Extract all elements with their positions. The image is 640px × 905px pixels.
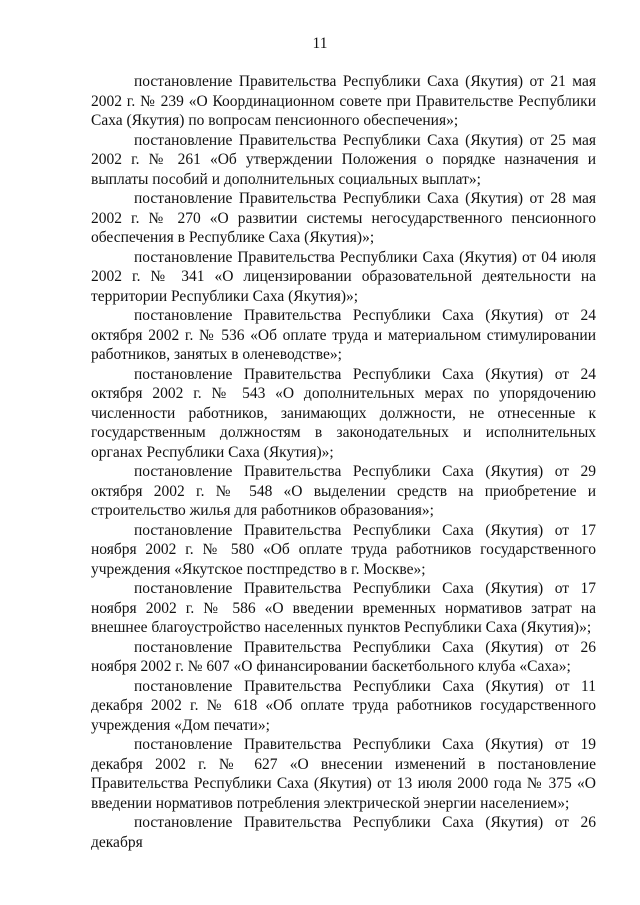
list-item-paragraph: постановление Правительства Республики Саха (Якутия) от 17 ноября 2002 г. № 580 «Об оплате труда работников государственного учреждения «Якутское постпредство в г. Москве»; bbox=[91, 521, 596, 578]
list-item-paragraph: постановление Правительства Республики Саха (Якутия) от 24 октября 2002 г. № 536 «Об оплате труда и материальном стимулировании работников, занятых в оленеводстве»; bbox=[91, 307, 596, 363]
list-item-paragraph: постановление Правительства Республики Саха (Якутия) от 04 июля 2002 г. № 341 «О лицензировании образовательной деятельности на территории Республики Саха (Якутия)»; bbox=[91, 248, 596, 305]
page-number: 11 bbox=[312, 35, 328, 52]
list-item-paragraph: постановление Правительства Республики Саха (Якутия) от 17 ноября 2002 г. № 586 «О введении временных нормативов затрат на внешнее благоустройство населенных пунктов Республики Саха (Якутия)»; bbox=[91, 580, 596, 636]
list-item-paragraph: постановление Правительства Республики Саха (Якутия) от 28 мая 2002 г. № 270 «О развитии системы негосударственного пенсионного обеспечения в Республике Саха (Якутия)»; bbox=[91, 190, 596, 246]
document-body bbox=[91, 72, 596, 852]
list-item-paragraph: постановление Правительства Республики Саха (Якутия) от 11 декабря 2002 г. № 618 «Об оплате труда работников государственного учреждения «Дом печати»; bbox=[91, 677, 596, 734]
list-item-paragraph: постановление Правительства Республики Саха (Якутия) от 19 декабря 2002 г. № 627 «О внесении изменений в постановление Правительства Республики Саха (Якутия) от 13 июля 2000 года № 375 «О введении нормативов потребления электрической энергии населением»; bbox=[91, 736, 596, 812]
list-item-paragraph: постановление Правительства Республики Саха (Якутия) от 26 ноября 2002 г. № 607 «О финансировании баскетбольного клуба «Саха»; bbox=[91, 638, 596, 675]
list-item-paragraph: постановление Правительства Республики Саха (Якутия) от 25 мая 2002 г. № 261 «Об утверждении Положения о порядке назначения и выплаты пособий и дополнительных социальных выплат»; bbox=[91, 131, 596, 188]
list-item-paragraph: постановление Правительства Республики Саха (Якутия) от 24 октября 2002 г. № 543 «О дополнительных мерах по упорядочению численности работников, занимающих должности, не отнесенные к государственным должностям в законодательных и исполнительных органах Республики Саха (Якутия)»; bbox=[91, 365, 596, 461]
list-item-paragraph: постановление Правительства Республики Саха (Якутия) от 26 декабря bbox=[91, 814, 596, 851]
list-item-paragraph: постановление Правительства Республики Саха (Якутия) от 29 октября 2002 г. № 548 «О выделении средств на приобретение и строительство жилья для работников образования»; bbox=[91, 463, 596, 519]
list-item-paragraph: постановление Правительства Республики Саха (Якутия) от 21 мая 2002 г. № 239 «О Координационном совете при Правительстве Республики Саха (Якутия) по вопросам пенсионного обеспечения»; bbox=[91, 73, 596, 129]
